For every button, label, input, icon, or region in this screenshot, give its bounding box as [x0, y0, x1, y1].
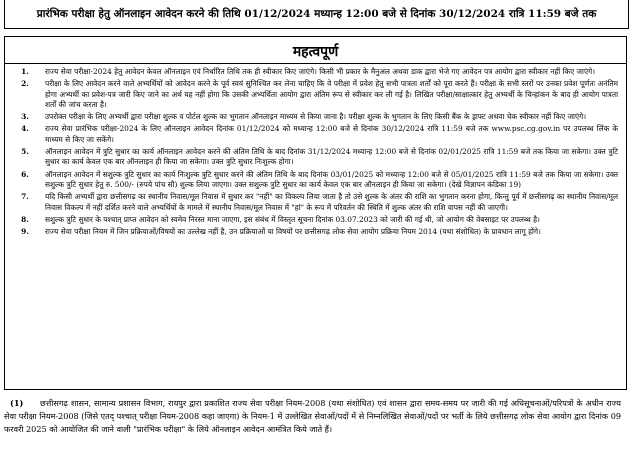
dates-header-box	[4, 0, 629, 29]
list-item: 3. उपरोक्त परीक्षा के लिए अभ्यर्थी द्वारा परीक्षा शुल्क व पोर्टल शुल्क का भुगतान ऑनलाइन माध्यम से किया जाना है। परीक्षा शुल्क के भुगतान के लिए किसी बैंक के ड्राफ्ट अथवा चेक स्वीकार नहीं किए जाएंगे।	[21, 112, 587, 122]
important-box	[4, 36, 627, 390]
application-dates-text: प्रारंभिक परीक्षा हेतु ऑनलाइन आवेदन करने की तिथि 01/12/2024 मध्यान्ह 12:00 बजे से दिनांक 30/12/2024 रात्रि 11:59 बजे तक	[36, 8, 597, 20]
list-item: 4. राज्य सेवा प्रारंभिक परीक्षा-2024 के लिए ऑनलाइन आवेदन दिनांक 01/12/2024 को मध्यान्ह 12:00 बजे से दिनांक 30/12/2024 रात्रि 11:59 बजे तक www.psc.cg.gov.in पर उपलब्ध लिंक के माध्यम से किए जा सकेंगे।	[21, 124, 618, 144]
important-list	[5, 67, 626, 239]
important-title: महत्वपूर्ण	[5, 41, 626, 64]
list-item: 5. ऑनलाइन आवेदन में त्रुटि सुधार का कार्य ऑनलाइन आवेदन करने की अंतिम तिथि के बाद दिनांक 31/12/2024 मध्यान्ह 12:00 बजे से दिनांक 02/01/2025 रात्रि 11:59 बजे तक किया जा सकेगा। उक्त त्रुटि सुधार का कार्य केवल एक बार ऑनलाइन ही किया जा सकेगा। उक्त त्रुटि सुधार निःशुल्क होगा।	[21, 147, 618, 167]
list-item: 8. सशुल्क त्रुटि सुधार के पश्चात् प्राप्त आवेदन को स्वमेव निरस्त माना जाएगा, इस संबंध में विस्तृत सूचना दिनांक 03.07.2023 को जारी की गई थी, जो आयोग की वेबसाइट पर उपलब्ध है।	[21, 214, 540, 224]
list-item: 2. परीक्षा के लिए आवेदन करने वाले अभ्यर्थियों को आवेदन करने के पूर्व स्वयं सुनिश्चित कर लेना चाहिए कि वे परीक्षा में प्रवेश हेतु सभी पात्रता शर्तों को पूरा करते हैं। परीक्षा के सभी स्तरों पर उनका प्रवेश पूर्णतः अनंतिम होगा अभ्यर्थी का प्रवेश-पत्र जारी किए जाने का अर्थ यह नहीं होगा कि उसकी अभ्यर्थिता आयोग द्वारा अंतिम रूप से स्वीकार कर ली गई है। लिखित परीक्षा/साक्षात्कार हेतु अभ्यर्थी के चिन्हांकन के बाद ही आयोग पात्रता शर्तों की जांच करता है।	[21, 79, 618, 109]
section-1-paragraph	[4, 397, 625, 436]
list-item: 7. यदि किसी अभ्यर्थी द्वारा छत्तीसगढ़ का स्थानीय निवास/मूल निवास में सुधार कर "नहीं" का विकल्प लिया जाता है तो उसे शुल्क के अंतर की राशि का भुगतान करना होगा, किन्तु पूर्व में छत्तीसगढ़ का स्थानीय निवास/मूल निवास विकल्प में नहीं दर्शित करने वाले अभ्यर्थियों के मामले में स्थानीय निवास/मूल निवास में "हां" के रूप में परिवर्तन की स्थिति में शुल्क अंतर की राशि वापस नहीं की जाएगी।	[21, 192, 618, 212]
section-text: छत्तीसगढ़ शासन, सामान्य प्रशासन विभाग, रायपुर द्वारा प्रकाशित राज्य सेवा परीक्षा नियम-2008 (यथा संशोधित) एवं शासन द्वारा समय-समय पर जारी की गई अधिसूचनाओं/परिपत्रों के अधीन राज्य सेवा परीक्षा नियम-2008 (जिसे एतद् पश्चात् परीक्षा नियम-2008 कहा जाएगा) के नियम-1 में उल्लेखित सेवाओं/पदों में से निम्नलिखित सेवाओं/पदों पर भर्ती के लिये छत्तीसगढ़ लोक सेवा आयोग द्वारा दिनांक 09 फरवरी 2025 को आयोजित की जाने वाली "प्रारंभिक परीक्षा" के लिये ऑनलाइन आवेदन आमंत्रित किये जाते हैं।	[4, 398, 621, 434]
section-number: (1)	[10, 398, 24, 408]
list-item: 1. राज्य सेवा परीक्षा-2024 हेतु आवेदन केवल ऑनलाइन एवं निर्धारित तिथि तक ही स्वीकार किए जाएंगे। किसी भी प्रकार के मैनुअल अथवा डाक द्वारा भेजे गए आवेदन पत्र आयोग द्वारा स्वीकार नहीं किए जाएंगे।	[21, 67, 596, 76]
list-item: 6. ऑनलाइन आवेदन में सशुल्क त्रुटि सुधार का कार्य निःशुल्क त्रुटि सुधार करने की अंतिम तिथि के बाद दिनांक 03/01/2025 को मध्यान्ह 12:00 बजे से 05/01/2025 रात्रि 11:59 बजे तक किया जा सकेगा। उक्त सशुल्क त्रुटि सुधार हेतु रु. 500/- (रुपये पांच सौ) शुल्क लिया जाएगा। उक्त सशुल्क त्रुटि सुधार का कार्य केवल एक बार ऑनलाइन ही किया जा सकेगा। (देखे विज्ञापन कंडिका 19)	[21, 169, 618, 189]
list-item: 9. राज्य सेवा परीक्षा नियम में जिन प्रक्रियाओं/विषयों का उल्लेख नहीं है, उन प्रक्रियाओं या विषयों पर छत्तीसगढ़ लोक सेवा आयोग प्रक्रिया नियम 2014 (यथा संशोधित) के प्रावधान लागू होंगे।	[21, 227, 541, 237]
